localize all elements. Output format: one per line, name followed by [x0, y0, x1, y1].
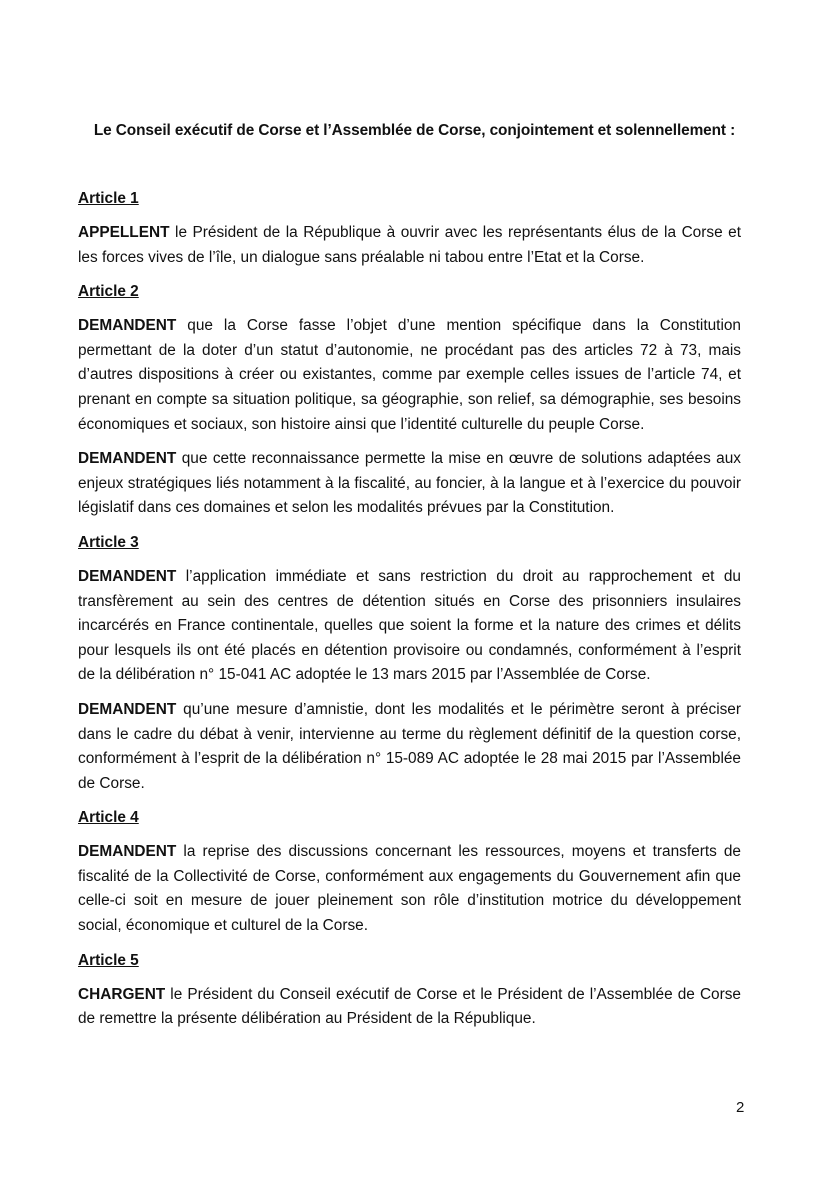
- article-4: [78, 807, 741, 938]
- paragraph-verb: DEMANDENT: [78, 317, 177, 335]
- article-paragraph: [78, 447, 741, 521]
- paragraph-text: le Président du Conseil exécutif de Corse et le Président de l’Assemblée de Corse de remettre la présente délibération au Président de la République.: [78, 985, 741, 1028]
- paragraph-verb: APPELLENT: [78, 224, 170, 241]
- page-number: 2: [736, 1099, 745, 1116]
- article-paragraph: [78, 314, 741, 437]
- paragraph-verb: CHARGENT: [78, 985, 166, 1003]
- document-heading: Le Conseil exécutif de Corse et l’Assemblée de Corse, conjointement et solennellement :: [93, 122, 736, 139]
- paragraph-text: le Président de la République à ouvrir avec les représentants élus de la Corse et les forces vives de l’île, un dialogue sans préalable ni tabou entre l’Etat et la Corse.: [78, 224, 741, 266]
- article-title: Article 4: [78, 809, 139, 827]
- article-paragraph: [78, 698, 741, 796]
- paragraph-verb: DEMANDENT: [78, 843, 177, 861]
- article-paragraph: [78, 983, 741, 1032]
- paragraph-verb: DEMANDENT: [78, 567, 177, 585]
- paragraph-text: la reprise des discussions concernant les ressources, moyens et transferts de fiscalité de la Collectivité de Corse, conformément aux engagements du Gouvernement afin que celle-ci soit en mesure de jouer pleinement son rôle d’institution motrice du développement social, économique et culturel de la Corse.: [78, 843, 741, 935]
- article-1: [78, 188, 741, 270]
- document-body: [78, 188, 741, 1043]
- article-paragraph: [78, 840, 741, 938]
- article-title: Article 1: [78, 190, 139, 207]
- article-title: Article 2: [78, 283, 139, 301]
- paragraph-text: qu’une mesure d’amnistie, dont les modalités et le périmètre seront à préciser dans le cadre du débat à venir, intervienne au terme du règlement définitif de la question corse, conformément à l’esprit de la délibération n° 15-089 AC adoptée le 28 mai 2015 par l’Assemblée de Corse.: [78, 700, 741, 792]
- article-title: Article 5: [78, 951, 139, 969]
- article-paragraph: [78, 565, 741, 688]
- paragraph-text: que la Corse fasse l’objet d’une mention spécifique dans la Constitution permettant de la doter d’un statut d’autonomie, ne procédant pas des articles 72 à 73, mais d’autres dispositions à créer ou existantes, comme par exemple celles issues de l’article 74, et prenant en compte sa situation politique, sa géographie, son relief, sa démographie, ses besoins économiques et sociaux, son histoire ainsi que l’identité culturelle du peuple Corse.: [78, 317, 741, 433]
- article-title: Article 3: [78, 533, 139, 551]
- paragraph-verb: DEMANDENT: [78, 700, 177, 718]
- article-5: [78, 950, 741, 1032]
- article-paragraph: [78, 221, 741, 270]
- paragraph-text: l’application immédiate et sans restriction du droit au rapprochement et du transfèrement au sein des centres de détention situés en Corse des prisonniers insulaires incarcérés en France continentale, quelles que soient la forme et la nature des crimes et délits pour lesquels ils ont été placés en détention provisoire ou condamnés, conformément à l’esprit de la délibération n° 15-041 AC adoptée le 13 mars 2015 par l’Assemblée de Corse.: [78, 567, 741, 684]
- paragraph-verb: DEMANDENT: [78, 450, 177, 468]
- paragraph-text: que cette reconnaissance permette la mise en œuvre de solutions adaptées aux enjeux stratégiques liés notamment à la fiscalité, au foncier, à la langue et à l’exercice du pouvoir législatif dans ces domaines et selon les modalités prévues par la Constitution.: [78, 450, 741, 517]
- article-3: [78, 532, 741, 796]
- article-2: [78, 281, 741, 521]
